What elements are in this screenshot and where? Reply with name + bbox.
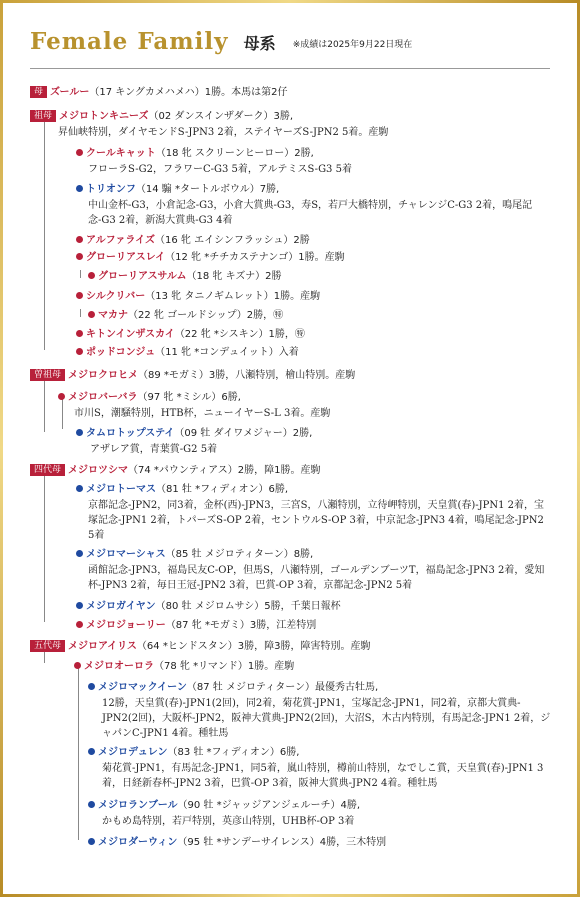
pedigree-entry xyxy=(76,483,288,497)
connector-line xyxy=(44,377,45,432)
as-of-note: ※成績は2025年9月22日現在 xyxy=(292,40,413,50)
horse-name: アルファライズ xyxy=(86,235,155,246)
horse-meta: （89 *モガミ）3勝，八瀬特別，檜山特別。産駒 xyxy=(138,370,356,381)
horse-meta: （22 牝 *シスキン）1勝，㊕ xyxy=(174,329,305,340)
pedigree-entry xyxy=(76,328,305,342)
horse-record: フローラS-G2，フラワーC-G3 5着，アルテミスS-G3 5着 xyxy=(88,164,352,175)
pedigree-entry xyxy=(76,234,310,248)
generation-tag: 曽祖母 xyxy=(30,369,65,381)
horse-meta: （22 牝 ゴールドシップ）2勝，㊕ xyxy=(128,310,284,321)
horse-meta: （02 ダンスインザダーク）3勝, xyxy=(148,111,294,122)
horse-meta: （80 牡 メジロムサシ）5勝，千葉日報杯 xyxy=(155,601,341,612)
horse-name: メジロマーシャス xyxy=(86,549,166,560)
horse-meta: （18 牝 キズナ）2勝 xyxy=(186,271,282,282)
bullet-icon xyxy=(76,330,83,337)
horse-meta: （11 牝 *コンデュイット）入着 xyxy=(155,347,299,358)
horse-name: メジロマックイーン xyxy=(98,682,187,693)
horse-meta: （78 牝 *リマンド）1勝。産駒 xyxy=(154,661,295,672)
bullet-icon xyxy=(88,311,95,318)
bullet-icon xyxy=(76,236,83,243)
pedigree-entry xyxy=(88,270,282,284)
bullet-icon xyxy=(76,429,83,436)
horse-name: シルクリバー xyxy=(86,291,146,302)
bullet-icon xyxy=(74,662,81,669)
connector-line xyxy=(80,309,81,317)
horse-meta: （90 牡 *ジャッジアンジェルーチ）4勝, xyxy=(177,800,361,811)
bullet-icon xyxy=(88,272,95,279)
horse-name: メジロツシマ xyxy=(68,465,129,476)
horse-record: 菊花賞-JPN1，有馬記念-JPN1，同5着，嵐山特別，樽前山特別，なでしこ賞，天皇賞(春)-JPN1 3着，日経新春杯-JPN2 3着，巴賞-OP 3着，阪神大賞典-JPN2 4着。種牡馬 xyxy=(102,763,544,789)
pedigree-entry xyxy=(88,836,386,850)
horse-meta: （97 牝 *ミシル）6勝, xyxy=(137,392,241,403)
horse-name: メジロジョーリー xyxy=(86,620,166,631)
bullet-icon xyxy=(76,185,83,192)
horse-record: 昇仙峡特別，ダイヤモンドS-JPN3 2着，ステイヤーズS-JPN2 5着。産駒 xyxy=(58,127,389,138)
horse-meta: （95 牡 *サンデーサイレンス）4勝，三木特別 xyxy=(177,837,387,848)
pedigree-entry xyxy=(88,681,378,695)
pedigree-entry xyxy=(30,464,320,478)
horse-name: トリオンフ xyxy=(86,184,136,195)
horse-record: アザレア賞，青葉賞-G2 5着 xyxy=(90,444,218,455)
horse-meta: （12 牝 *チチカステナンゴ）1勝。産駒 xyxy=(165,252,345,263)
horse-name: ズールー xyxy=(50,87,90,98)
horse-meta: （87 牝 *モガミ）3勝，江差特別 xyxy=(165,620,317,631)
generation-tag: 母 xyxy=(30,86,47,98)
pedigree-entry xyxy=(76,600,341,614)
horse-meta: （87 牡 メジロティターン）最優秀古牡馬, xyxy=(186,682,379,693)
horse-record: 中山金杯-G3，小倉記念-G3，小倉大賞典-G3，寿S，若戸大橋特別，チャレンジC-G3 2着，鳴尾記念-G3 2着，新潟大賞典-G3 4着 xyxy=(88,200,533,226)
bullet-icon xyxy=(58,393,65,400)
horse-meta: （18 牝 スクリーンヒーロー）2勝, xyxy=(155,148,314,159)
horse-meta: （64 *ヒンドスタン）3勝，障3勝，障害特別。産駒 xyxy=(136,641,371,652)
bullet-icon xyxy=(76,621,83,628)
horse-name: メジロオーロラ xyxy=(84,661,154,672)
bullet-icon xyxy=(76,550,83,557)
pedigree-entry xyxy=(30,640,370,654)
horse-name: メジロランブール xyxy=(98,800,178,811)
pedigree-entry xyxy=(76,427,312,441)
pedigree-entry xyxy=(30,86,287,100)
horse-name: グローリアスレイ xyxy=(86,252,166,263)
horse-name: メジロクロヒメ xyxy=(68,370,139,381)
pedigree-entry xyxy=(76,619,316,633)
horse-name: グローリアスサルム xyxy=(98,271,187,282)
connector-line xyxy=(80,270,81,278)
bullet-icon xyxy=(76,253,83,260)
horse-meta: （17 キングカメハメハ）1勝。本馬は第2仔 xyxy=(89,87,288,98)
horse-name: メジロデュレン xyxy=(98,747,168,758)
bullet-icon xyxy=(88,838,95,845)
horse-name: クールキャット xyxy=(86,148,156,159)
bullet-icon xyxy=(76,292,83,299)
bullet-icon xyxy=(76,485,83,492)
pedigree-entry xyxy=(76,183,279,197)
horse-record: 函館記念-JPN3，福島民友C-OP，但馬S，八瀬特別，ゴールデンブーツT，福島記念-JPN3 2着，愛知杯-JPN3 2着，毎日王冠-JPN2 3着，巴賞-OP 3着，京都記念-JPN2 5着 xyxy=(88,565,545,591)
generation-tag: 四代母 xyxy=(30,464,65,476)
pedigree-entry xyxy=(58,391,241,405)
bullet-icon xyxy=(88,801,95,808)
horse-record: かもめ島特別，若戸特別，英彦山特別，UHB杯-OP 3着 xyxy=(102,816,355,827)
pedigree-entry xyxy=(88,309,283,323)
horse-name: メジロダーウィン xyxy=(98,837,178,848)
horse-name: タムロトップステイ xyxy=(86,428,175,439)
pedigree-entry xyxy=(74,660,294,674)
pedigree-entry xyxy=(76,290,320,304)
horse-meta: （83 牡 *フィディオン）6勝, xyxy=(167,747,300,758)
pedigree-entry xyxy=(76,548,313,562)
pedigree-entry xyxy=(30,369,355,383)
horse-record: 市川S，潮騒特別，HTB杯，ニューイヤーS-L 3着。産駒 xyxy=(74,408,331,419)
horse-name: メジロアイリス xyxy=(68,641,137,652)
horse-name: ポッドコンジュ xyxy=(86,347,156,358)
bullet-icon xyxy=(76,149,83,156)
title-jp: 母系 xyxy=(243,34,276,53)
pedigree-entry xyxy=(30,110,293,124)
bullet-icon xyxy=(88,748,95,755)
horse-name: キトンインザスカイ xyxy=(86,329,175,340)
horse-meta: （09 牡 ダイワメジャー）2勝, xyxy=(174,428,313,439)
generation-tag: 祖母 xyxy=(30,110,56,122)
pedigree-entry xyxy=(76,346,299,360)
horse-name: メジロトンキニーズ xyxy=(59,111,149,122)
horse-meta: （81 牡 *フィディオン）6勝, xyxy=(156,484,289,495)
horse-meta: （74 *パウンティアス）2勝，障1勝。産駒 xyxy=(128,465,321,476)
bullet-icon xyxy=(88,683,95,690)
horse-name: メジロガイヤン xyxy=(86,601,156,612)
generation-tag: 五代母 xyxy=(30,640,65,652)
bullet-icon xyxy=(76,602,83,609)
horse-record: 京都記念-JPN2，同3着，金杯(西)-JPN3，三宮S，八瀬特別，立待岬特別，天皇賞(春)-JPN1 2着，宝塚記念-JPN1 2着，トパーズS-OP 2着，セントウルS-OP 3着，中京記念-JPN3 4着，鳴尾記念-JPN2 5着 xyxy=(88,500,545,541)
horse-name: メジロバーバラ xyxy=(68,392,138,403)
connector-line xyxy=(78,668,79,840)
horse-meta: （85 牡 メジロティターン）8勝, xyxy=(165,549,314,560)
bullet-icon xyxy=(76,348,83,355)
horse-meta: （14 騸 *タートルボウル）7勝, xyxy=(135,184,280,195)
title-en: Female Family xyxy=(30,28,229,55)
horse-name: マカナ xyxy=(98,310,128,321)
horse-name: メジロトーマス xyxy=(86,484,156,495)
horse-record: 12勝，天皇賞(春)-JPN1(2回)，同2着，菊花賞-JPN1，宝塚記念-JPN1，同2着，京都大賞典-JPN2(2回)，大阪杯-JPN2，阪神大賞典-JPN2(2回)，大沼S，木古内特別，有馬記念-JPN1 2着，ジャパンC-JPN1 4着。種牡馬 xyxy=(102,698,551,739)
horse-meta: （13 牝 タニノギムレット）1勝。産駒 xyxy=(145,291,321,302)
horse-meta: （16 牝 エイシンフラッシュ）2勝 xyxy=(155,235,310,246)
pedigree-entry xyxy=(88,746,299,760)
pedigree-entry xyxy=(76,147,314,161)
connector-line xyxy=(44,472,45,622)
connector-line xyxy=(44,118,45,350)
pedigree-entry xyxy=(76,251,345,265)
pedigree-entry xyxy=(88,799,360,813)
